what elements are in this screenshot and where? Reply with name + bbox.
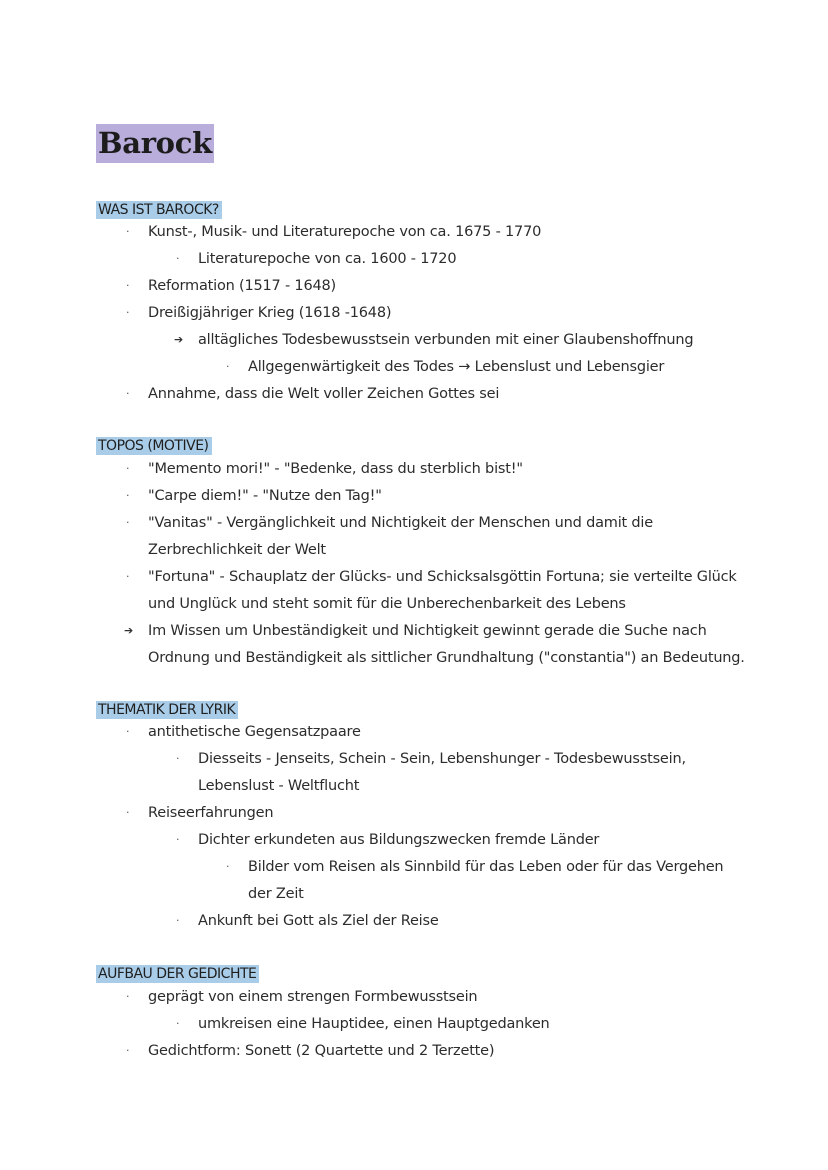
list-item: Gedichtform: Sonett (2 Quartette und 2 Terzette) [148,1043,495,1059]
list-item: Dreißigjähriger Krieg (1618 -1648) [148,305,392,321]
list-item-continuation: der Zeit [248,886,304,902]
bullet-icon: · [176,252,180,265]
list-item: "Vanitas" - Vergänglichkeit und Nichtigkeit der Menschen und damit die [148,515,653,531]
bullet-icon: · [176,833,180,846]
list-item: Ankunft bei Gott als Ziel der Reise [198,913,439,929]
list-item: Reiseerfahrungen [148,805,274,821]
list-item: geprägt von einem strengen Formbewusstsein [148,989,478,1005]
bullet-icon: · [126,806,130,819]
list-item-continuation: Lebenslust - Weltflucht [198,778,360,794]
bullet-icon: · [226,360,230,373]
list-item: umkreisen eine Hauptidee, einen Hauptgedanken [198,1016,550,1032]
bullet-icon: · [126,279,130,292]
section-heading-was-ist-barock: WAS IST BAROCK? [96,201,222,219]
bullet-icon: · [126,1044,130,1057]
bullet-icon: · [126,516,130,529]
bullet-icon: · [176,752,180,765]
section-heading-thematik: THEMATIK DER LYRIK [96,701,238,719]
list-item: Annahme, dass die Welt voller Zeichen Gottes sei [148,386,500,402]
list-item: Reformation (1517 - 1648) [148,278,336,294]
bullet-icon: · [126,990,130,1003]
list-item: Bilder vom Reisen als Sinnbild für das Leben oder für das Vergehen [248,859,724,875]
bullet-icon: · [226,860,230,873]
bullet-icon: · [126,462,130,475]
list-item-continuation: Ordnung und Beständigkeit als sittlicher Grundhaltung ("constantia") an Bedeutung. [148,650,745,666]
section-heading-topos: TOPOS (MOTIVE) [96,437,212,455]
list-item-continuation: Zerbrechlichkeit der Welt [148,542,326,558]
list-item: Literaturepoche von ca. 1600 - 1720 [198,251,457,267]
list-item: alltägliches Todesbewusstsein verbunden mit einer Glaubenshoffnung [198,332,694,348]
list-item: Dichter erkundeten aus Bildungszwecken fremde Länder [198,832,600,848]
bullet-icon: · [126,489,130,502]
list-item: Im Wissen um Unbeständigkeit und Nichtigkeit gewinnt gerade die Suche nach [148,623,707,639]
bullet-icon: · [176,1017,180,1030]
bullet-icon: · [126,725,130,738]
list-item: "Fortuna" - Schauplatz der Glücks- und Schicksalsgöttin Fortuna; sie verteilte Glück [148,569,737,585]
bullet-icon: · [176,914,180,927]
list-item: Diesseits - Jenseits, Schein - Sein, Lebenshunger - Todesbewusstsein, [198,751,686,767]
list-item: "Carpe diem!" - "Nutze den Tag!" [148,488,382,504]
page-title: Barock [96,124,214,163]
bullet-icon: · [126,306,130,319]
list-item-continuation: und Unglück und steht somit für die Unberechenbarkeit des Lebens [148,596,626,612]
arrow-right-icon: ➔ [124,624,134,637]
list-item: Allgegenwärtigkeit des Todes → Lebenslust und Lebensgier [248,359,665,375]
arrow-right-icon: ➔ [174,333,184,346]
section-heading-aufbau: AUFBAU DER GEDICHTE [96,965,259,983]
bullet-icon: · [126,570,130,583]
bullet-icon: · [126,387,130,400]
list-item: "Memento mori!" - "Bedenke, dass du sterblich bist!" [148,461,523,477]
list-item: Kunst-, Musik- und Literaturepoche von ca. 1675 - 1770 [148,224,542,240]
list-item: antithetische Gegensatzpaare [148,724,361,740]
bullet-icon: · [126,225,130,238]
